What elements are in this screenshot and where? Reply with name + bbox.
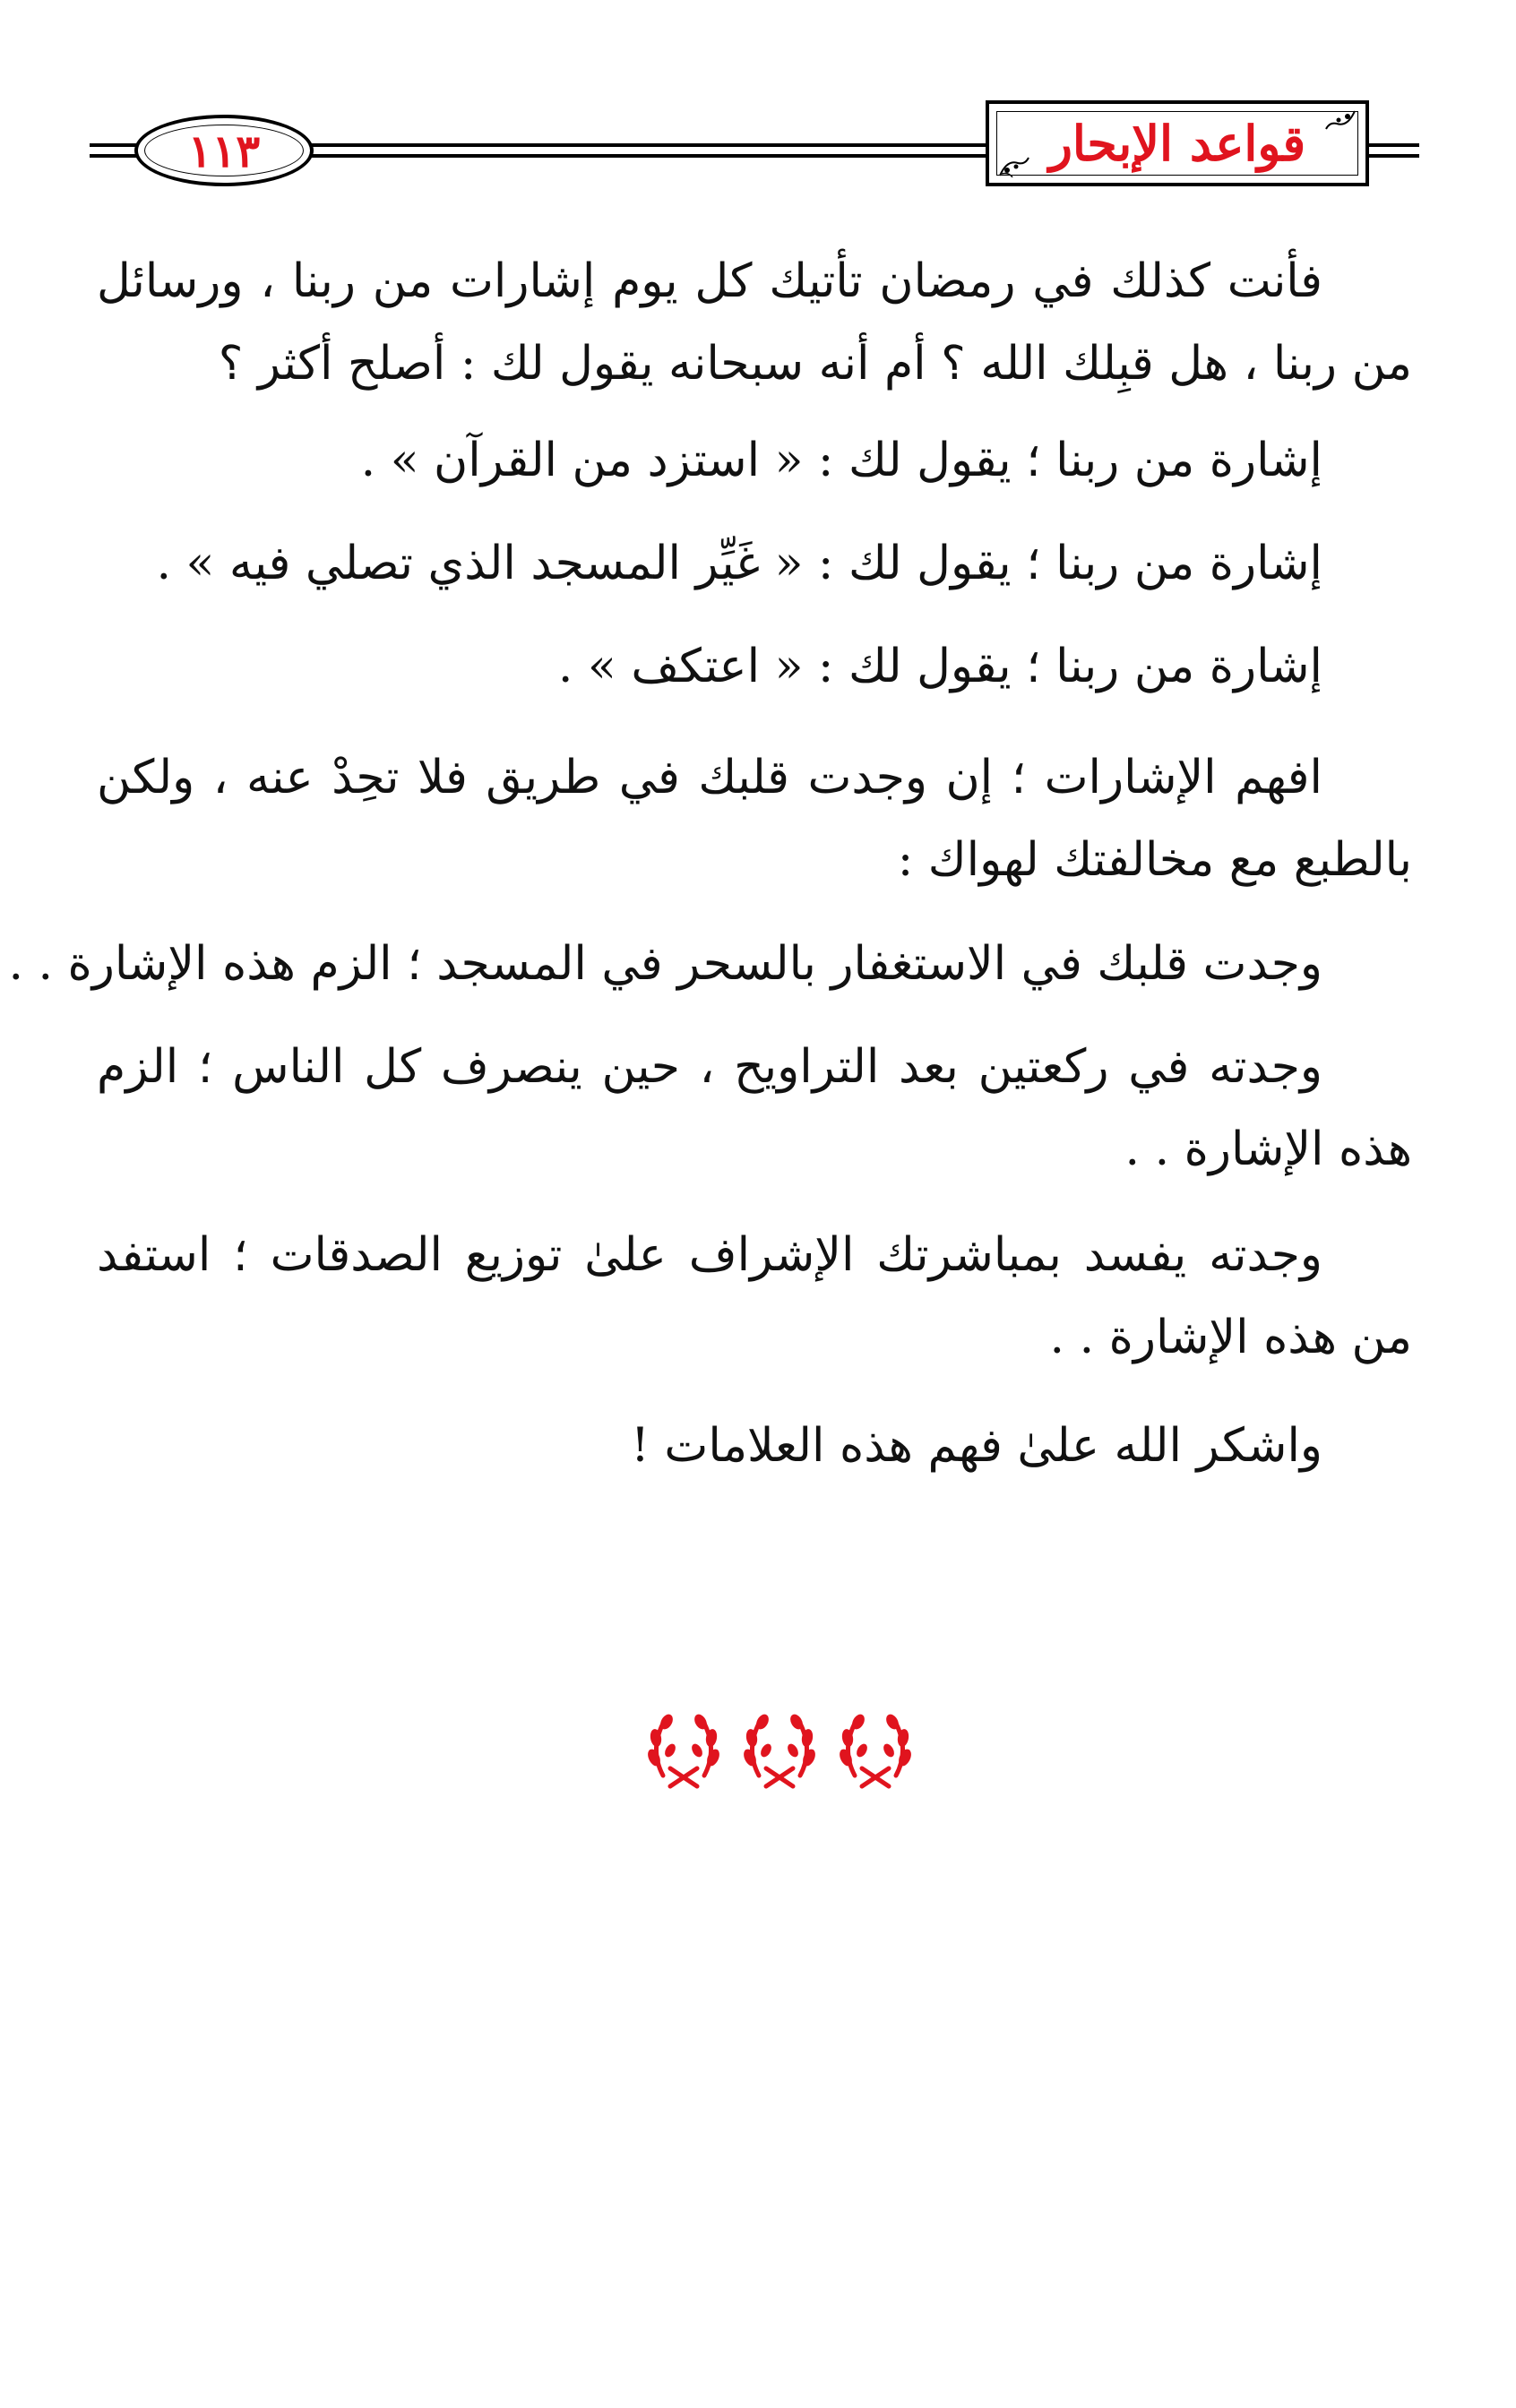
book-title-frame [986,100,1369,186]
header-rule-right-bottom [1369,154,1419,158]
paragraph: وجدته يفسد بمباشرتك الإشراف علىٰ توزيع الصدقات ؛ استفد من هذه الإشارة . . [97,1228,1412,1364]
header-rule-right-top [1369,143,1419,147]
paragraph: وجدت قلبك في الاستغفار بالسحر في المسجد ؛ الزم هذه الإشارة . . [8,937,1322,991]
laurel-wreath-icon [837,1704,914,1793]
section-ornament [645,1704,914,1793]
paragraph: وجدته في ركعتين بعد التراويح ، حين ينصرف كل الناس ؛ الزم هذه الإشارة . . [97,1040,1412,1176]
laurel-wreath-icon [645,1704,722,1793]
floral-corner-icon [998,150,1034,177]
paragraph: إشارة من ربنا ؛ يقول لك : « اعتكف » . [557,640,1322,693]
page-number: ١١٣ [187,124,261,177]
paragraph: إشارة من ربنا ؛ يقول لك : « غَيِّر المسجد الذي تصلي فيه » . [156,537,1322,590]
paragraph: افهم الإشارات ؛ إن وجدت قلبك في طريق فلا تحِدْ عنه ، ولكن بالطبع مع مخالفتك لهواك : [97,751,1412,887]
laurel-wreath-icon [741,1704,818,1793]
paragraph: إشارة من ربنا ؛ يقول لك : « استزد من القرآن » . [360,434,1322,487]
floral-corner-icon [1321,109,1357,136]
paragraph: واشكر الله علىٰ فهم هذه العلامات ! [630,1419,1322,1473]
book-title: قواعد الإبحار [1048,115,1306,172]
page-number-badge [134,115,314,186]
paragraph: فأنت كذلك في رمضان تأتيك كل يوم إشارات من ربنا ، ورسائل من ربنا ، هل قبِلك الله ؟ أم أنه سبحانه يقول لك : أصلح أكثر ؟ [97,254,1412,391]
